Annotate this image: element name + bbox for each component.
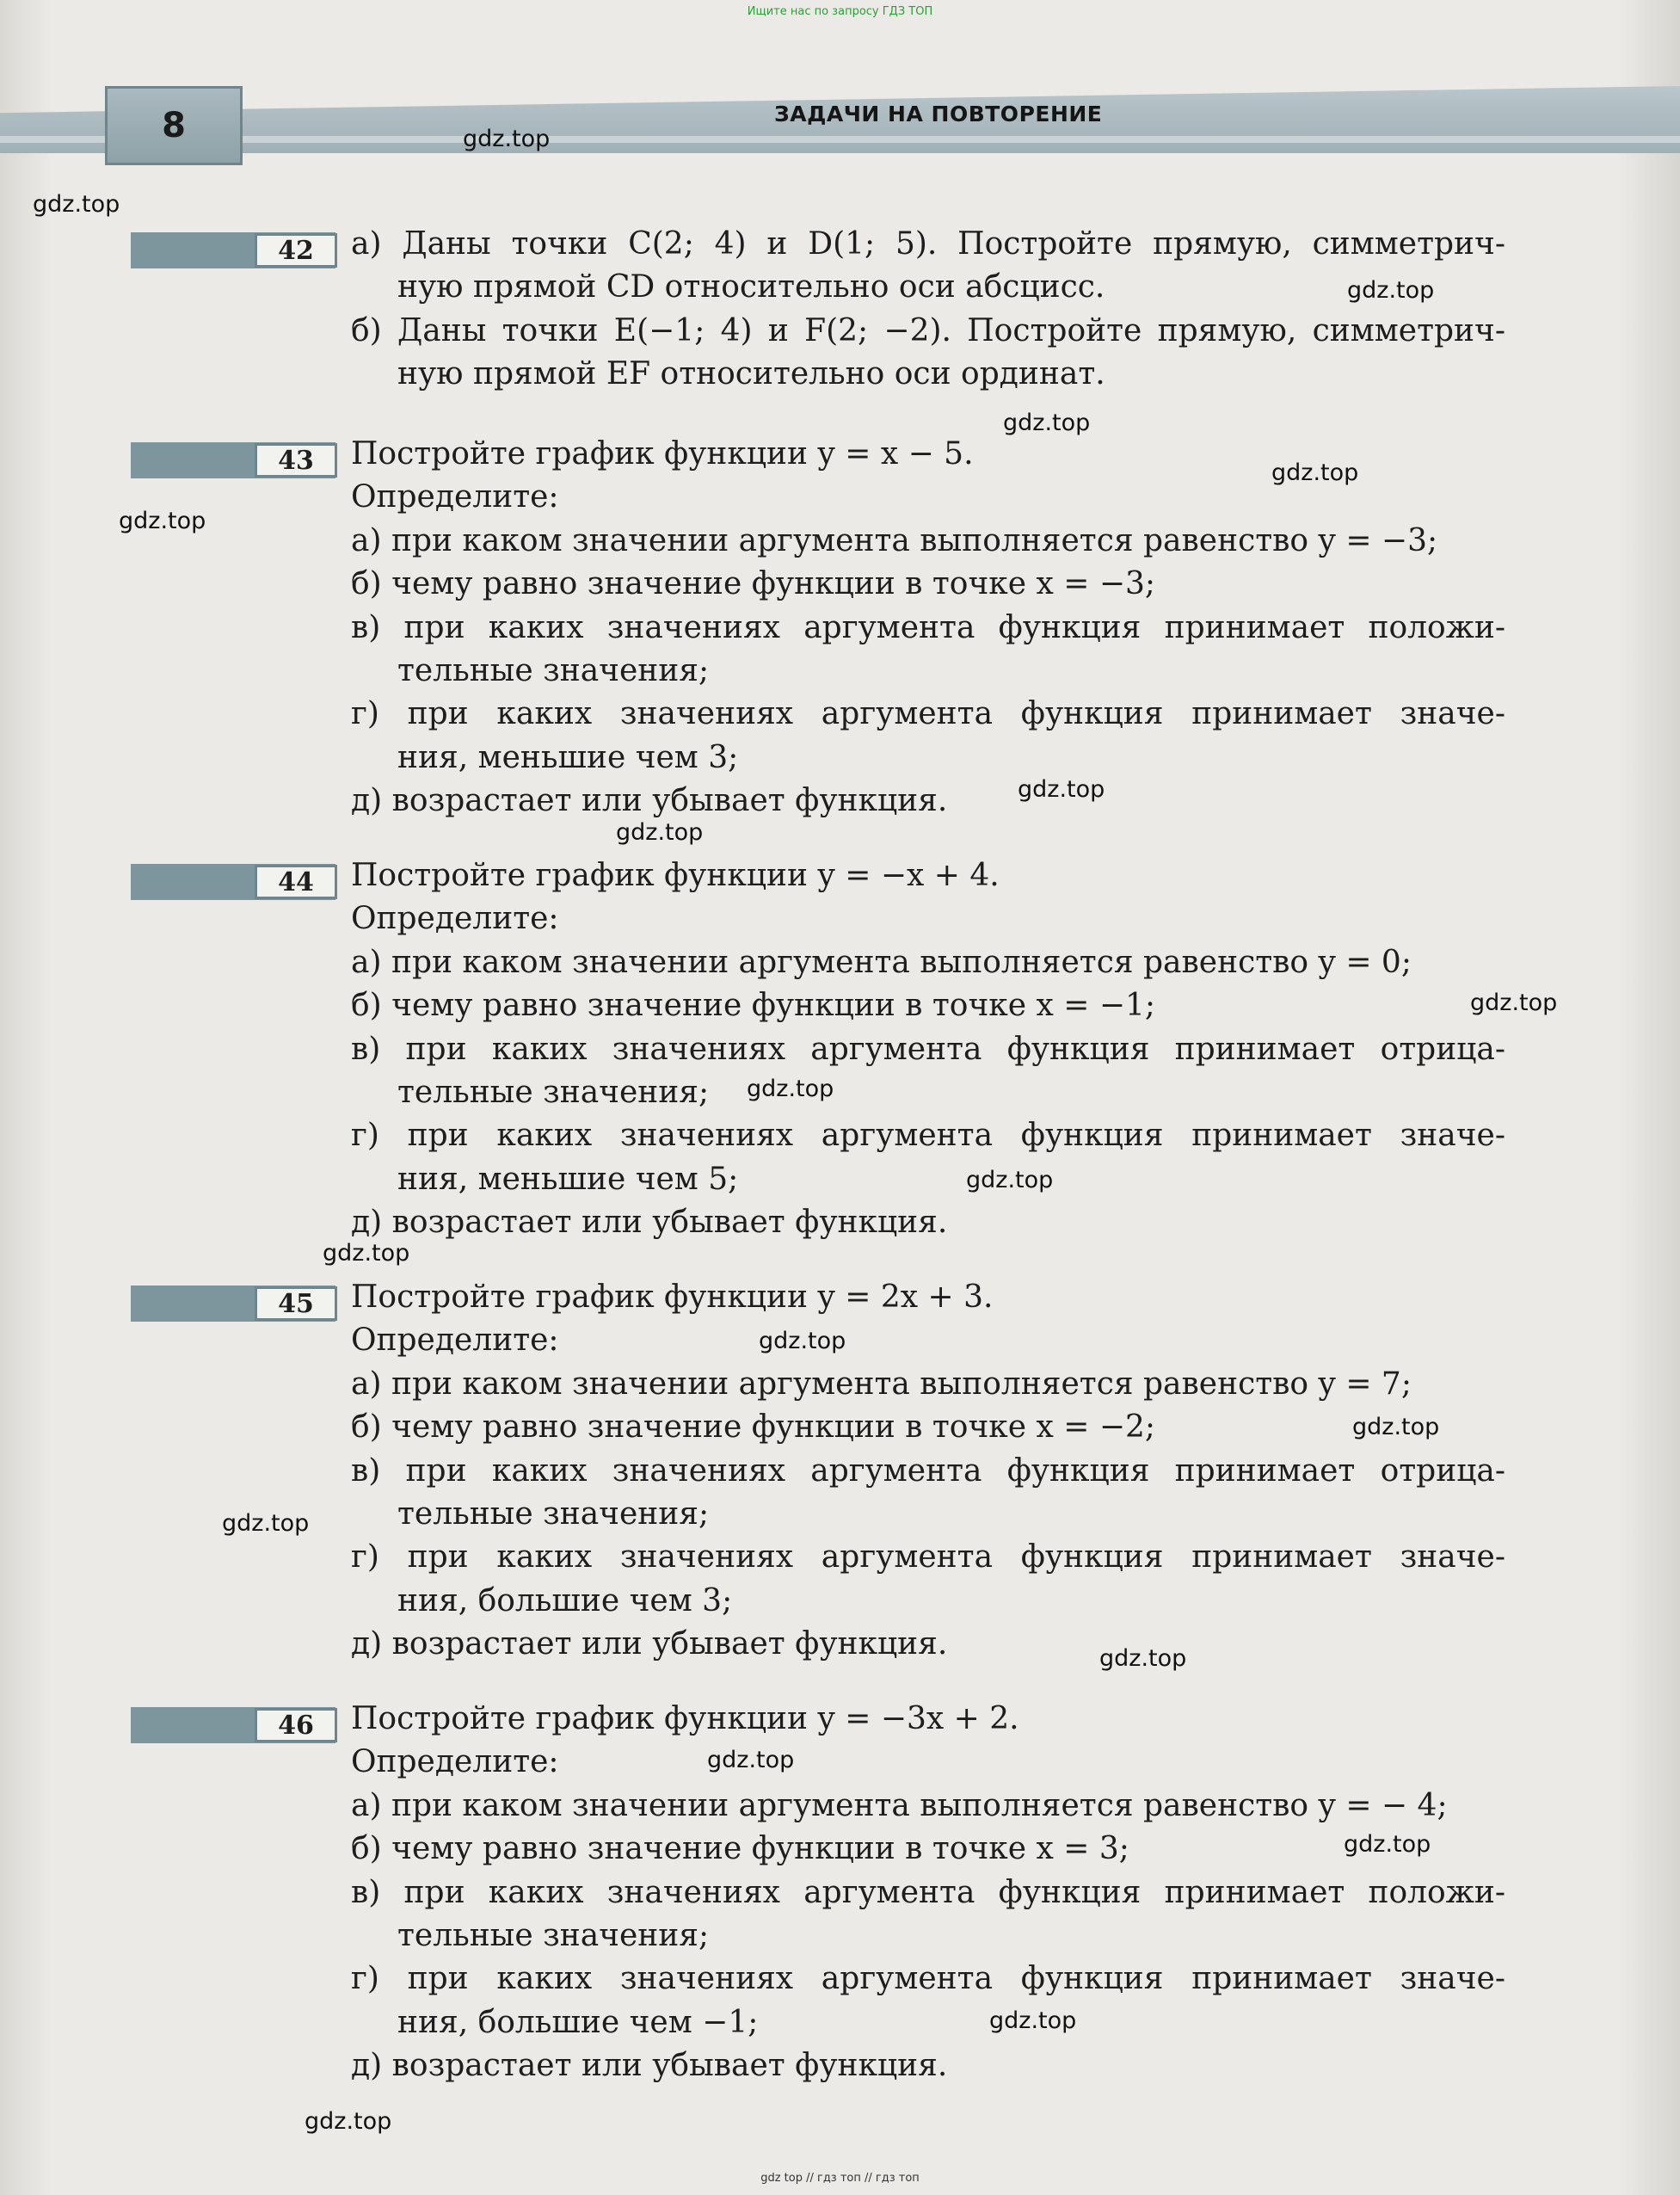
task-number: 46 (255, 1708, 337, 1742)
task-line: Постройте график функции y = x − 5. (351, 436, 974, 472)
task-line: г) при каких значениях аргумента функция принимает значе- (351, 696, 1505, 732)
task-line: тельные значения; (397, 1075, 710, 1110)
task-line: а) при каком значении аргумента выполняется равенство y = 7; (351, 1366, 1412, 1402)
task-line: ния, большие чем 3; (397, 1582, 733, 1619)
task-line: г) при каких значениях аргумента функция принимает значе- (351, 1961, 1505, 1997)
task-line: в) при каких значениях аргумента функция принимает положи- (351, 1874, 1505, 1910)
watermark-text: gdz.top (1271, 459, 1359, 486)
watermark-text: gdz.top (323, 1240, 410, 1267)
task-line: в) при каких значениях аргумента функция принимает отрица- (351, 1031, 1505, 1067)
watermark-text: gdz.top (33, 191, 120, 218)
watermark-text: gdz.top (707, 1747, 795, 1773)
watermark-text: gdz.top (1352, 1414, 1440, 1440)
watermark-text: gdz.top (463, 126, 551, 152)
header-band-stripe (0, 136, 1680, 143)
task-line: б) чему равно значение функции в точке x = 3; (351, 1831, 1129, 1867)
task-line: ния, меньшие чем 3; (397, 739, 739, 775)
task-number: 43 (255, 443, 337, 478)
task-line: г) при каких значениях аргумента функция принимает значе- (351, 1118, 1505, 1154)
task-line: Определите: (351, 901, 559, 937)
task-line: Постройте график функции y = −3x + 2. (351, 1701, 1019, 1736)
task-line: б) чему равно значение функции в точке x = −1; (351, 988, 1156, 1024)
watermark-text: gdz.top (1018, 776, 1105, 803)
watermark-text: gdz.top (759, 1328, 846, 1354)
watermark-text: gdz.top (1470, 990, 1558, 1016)
watermark-text: gdz.top (747, 1076, 834, 1102)
page-number: 8 (162, 106, 186, 145)
task-line: а) Даны точки C(2; 4) и D(1; 5). Постройте прямую, симметрич- (351, 226, 1505, 262)
bottom-note: gdz top // гдз топ // гдз топ (760, 2172, 920, 2185)
task-line: д) возрастает или убывает функция. (351, 1626, 948, 1662)
task-line: Определите: (351, 1744, 559, 1780)
watermark-text: gdz.top (1344, 1831, 1431, 1858)
task-line: Постройте график функции y = −x + 4. (351, 858, 1000, 893)
top-note: Ищите нас по запросу ГДЗ ТОП (747, 5, 933, 18)
task-line: г) при каких значениях аргумента функция принимает значе- (351, 1539, 1505, 1575)
watermark-text: gdz.top (966, 1167, 1054, 1193)
task-line: в) при каких значениях аргумента функция принимает положи- (351, 609, 1505, 645)
task-line: в) при каких значениях аргумента функция принимает отрица- (351, 1452, 1505, 1489)
task-line: б) чему равно значение функции в точке x = −2; (351, 1409, 1156, 1446)
watermark-text: gdz.top (305, 2108, 392, 2135)
task-number: 44 (255, 865, 337, 899)
task-line: Постройте график функции y = 2x + 3. (351, 1279, 994, 1315)
page-header-title: ЗАДАЧИ НА ПОВТОРЕНИЕ (774, 102, 1103, 126)
task-line: б) Даны точки E(−1; 4) и F(2; −2). Постройте прямую, симметрич- (351, 312, 1505, 348)
watermark-text: gdz.top (1347, 277, 1435, 304)
watermark-text: gdz.top (616, 819, 704, 846)
watermark-text: gdz.top (989, 2007, 1077, 2034)
task-line: д) возрастает или убывает функция. (351, 2048, 948, 2084)
task-line: ния, большие чем −1; (397, 2004, 759, 2040)
task-line: б) чему равно значение функции в точке x = −3; (351, 566, 1156, 602)
watermark-text: gdz.top (222, 1510, 310, 1537)
page-number-box (105, 86, 243, 165)
task-number: 42 (255, 233, 337, 268)
watermark-text: gdz.top (1003, 410, 1091, 436)
task-line: тельные значения; (397, 1496, 710, 1532)
task-line: д) возрастает или убывает функция. (351, 783, 948, 819)
task-line: Определите: (351, 479, 559, 515)
task-line: тельные значения; (397, 1918, 710, 1953)
task-line: а) при каком значении аргумента выполняется равенство y = − 4; (351, 1787, 1448, 1823)
task-line: д) возрастает или убывает функция. (351, 1205, 948, 1241)
task-line: ную прямой EF относительно оси ординат. (397, 356, 1105, 392)
task-number: 45 (255, 1286, 337, 1321)
task-line: Определите: (351, 1323, 559, 1359)
watermark-text: gdz.top (119, 508, 206, 534)
task-line: тельные значения; (397, 653, 710, 688)
task-line: ния, меньшие чем 5; (397, 1161, 739, 1197)
watermark-text: gdz.top (1099, 1645, 1187, 1672)
task-line: ную прямой CD относительно оси абсцисс. (397, 269, 1105, 305)
task-line: а) при каком значении аргумента выполняется равенство y = 0; (351, 944, 1412, 980)
task-line: а) при каком значении аргумента выполняется равенство y = −3; (351, 522, 1438, 558)
